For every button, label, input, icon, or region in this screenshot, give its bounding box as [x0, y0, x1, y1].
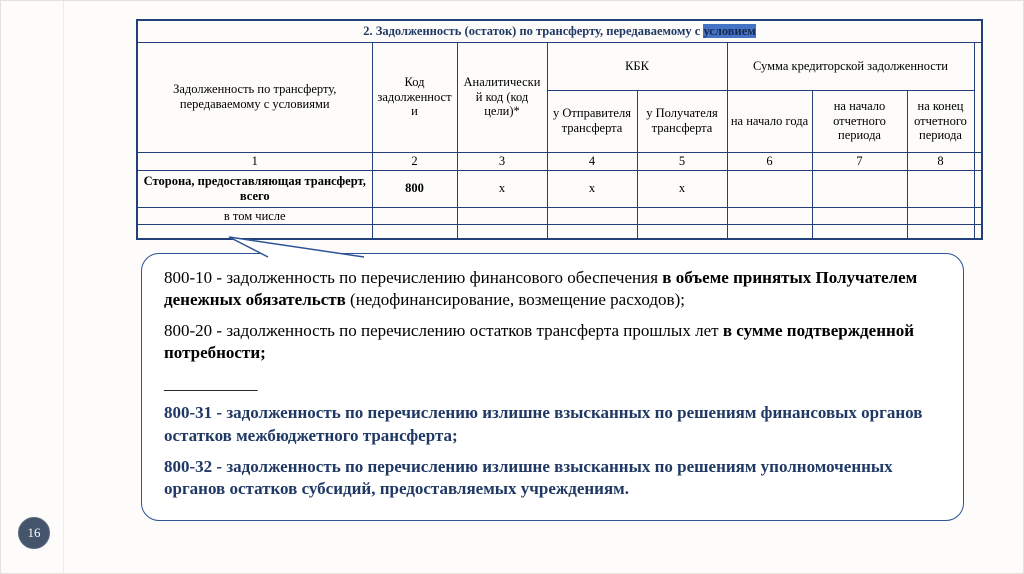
slide-left-rule [63, 1, 64, 574]
callout-paragraph-800-10 [164, 267, 943, 311]
empty-cell [372, 207, 457, 225]
empty-cell [457, 207, 547, 225]
table-title-text: 2. Задолженность (остаток) по трансферту, передаваемому с [363, 23, 704, 38]
empty-cell [637, 207, 727, 225]
empty-cell [727, 225, 812, 239]
empty-cell [907, 207, 974, 225]
row-including-label: в том числе [137, 207, 372, 225]
row-total-x: х [547, 170, 637, 207]
column-number: 3 [457, 152, 547, 170]
callout-text: 800-10 - задолженность по перечислению финансового обеспечения [164, 268, 663, 287]
header-start-period: на начало отчетного периода [812, 90, 907, 152]
transfer-debt-table [136, 19, 983, 240]
header-debt-code: Код задолженности [372, 42, 457, 152]
column-number: 5 [637, 152, 727, 170]
empty-cell [974, 207, 982, 225]
column-number: 4 [547, 152, 637, 170]
callout-tail-pointer [216, 234, 376, 260]
empty-cell [974, 152, 982, 170]
header-credit-sum-group: Сумма кредиторской задолженности [727, 42, 974, 90]
header-analytic-code: Аналитический код (код цели)* [457, 42, 547, 152]
column-number: 2 [372, 152, 457, 170]
codes-explanation-callout [141, 253, 964, 521]
callout-paragraph-800-20 [164, 320, 943, 364]
row-total-x: х [637, 170, 727, 207]
header-kbk-sender: у Отправителя трансферта [547, 90, 637, 152]
header-debt-name: Задолженность по трансферту, передаваемому с условиями [137, 42, 372, 152]
row-total-code: 800 [372, 170, 457, 207]
callout-text-bold: в объеме принятых Получателем денежных обязательств [164, 268, 918, 310]
header-kbk-receiver: у Получателя трансферта [637, 90, 727, 152]
callout-text-bold: в сумме подтвержденной потребности; [164, 321, 915, 363]
empty-cell [547, 225, 637, 239]
callout-paragraph-800-32: 800-32 - задолженность по перечислению излишне взысканных по решениям уполномоченных органов остатков субсидий, предоставляемых учреждениям. [164, 456, 893, 498]
callout-text: (недофинансирование, возмещение расходов); [345, 290, 685, 310]
column-number: 8 [907, 152, 974, 170]
empty-cell [812, 225, 907, 239]
empty-cell [547, 207, 637, 225]
callout-divider-line: ___________ [164, 374, 258, 394]
empty-cell [974, 42, 982, 152]
empty-cell [907, 170, 974, 207]
header-end-period: на конец отчетного периода [907, 90, 974, 152]
row-total-name: Сторона, предоставляющая трансферт, всего [137, 170, 372, 207]
empty-cell [727, 207, 812, 225]
page-number-badge [18, 517, 50, 549]
column-number: 7 [812, 152, 907, 170]
page-number: 16 [27, 525, 41, 540]
empty-cell [974, 170, 982, 207]
empty-cell [457, 225, 547, 239]
column-number: 6 [727, 152, 812, 170]
empty-cell [637, 225, 727, 239]
empty-cell [812, 170, 907, 207]
empty-cell [907, 225, 974, 239]
callout-paragraph-800-31: 800-31 - задолженность по перечислению излишне взысканных по решениям финансовых органов остатков межбюджетного трансферта; [164, 403, 923, 445]
callout-text: 800-20 - задолженность по перечислению остатков трансферта прошлых лет [164, 321, 723, 341]
empty-cell [974, 225, 982, 239]
empty-cell [812, 207, 907, 225]
empty-cell [727, 170, 812, 207]
header-kbk-group: КБК [547, 42, 727, 90]
table-title [137, 20, 982, 42]
row-total-x: х [457, 170, 547, 207]
table-title-highlight: условием [703, 23, 756, 38]
empty-cell [372, 225, 457, 239]
header-start-year: на начало года [727, 90, 812, 152]
column-number: 1 [137, 152, 372, 170]
